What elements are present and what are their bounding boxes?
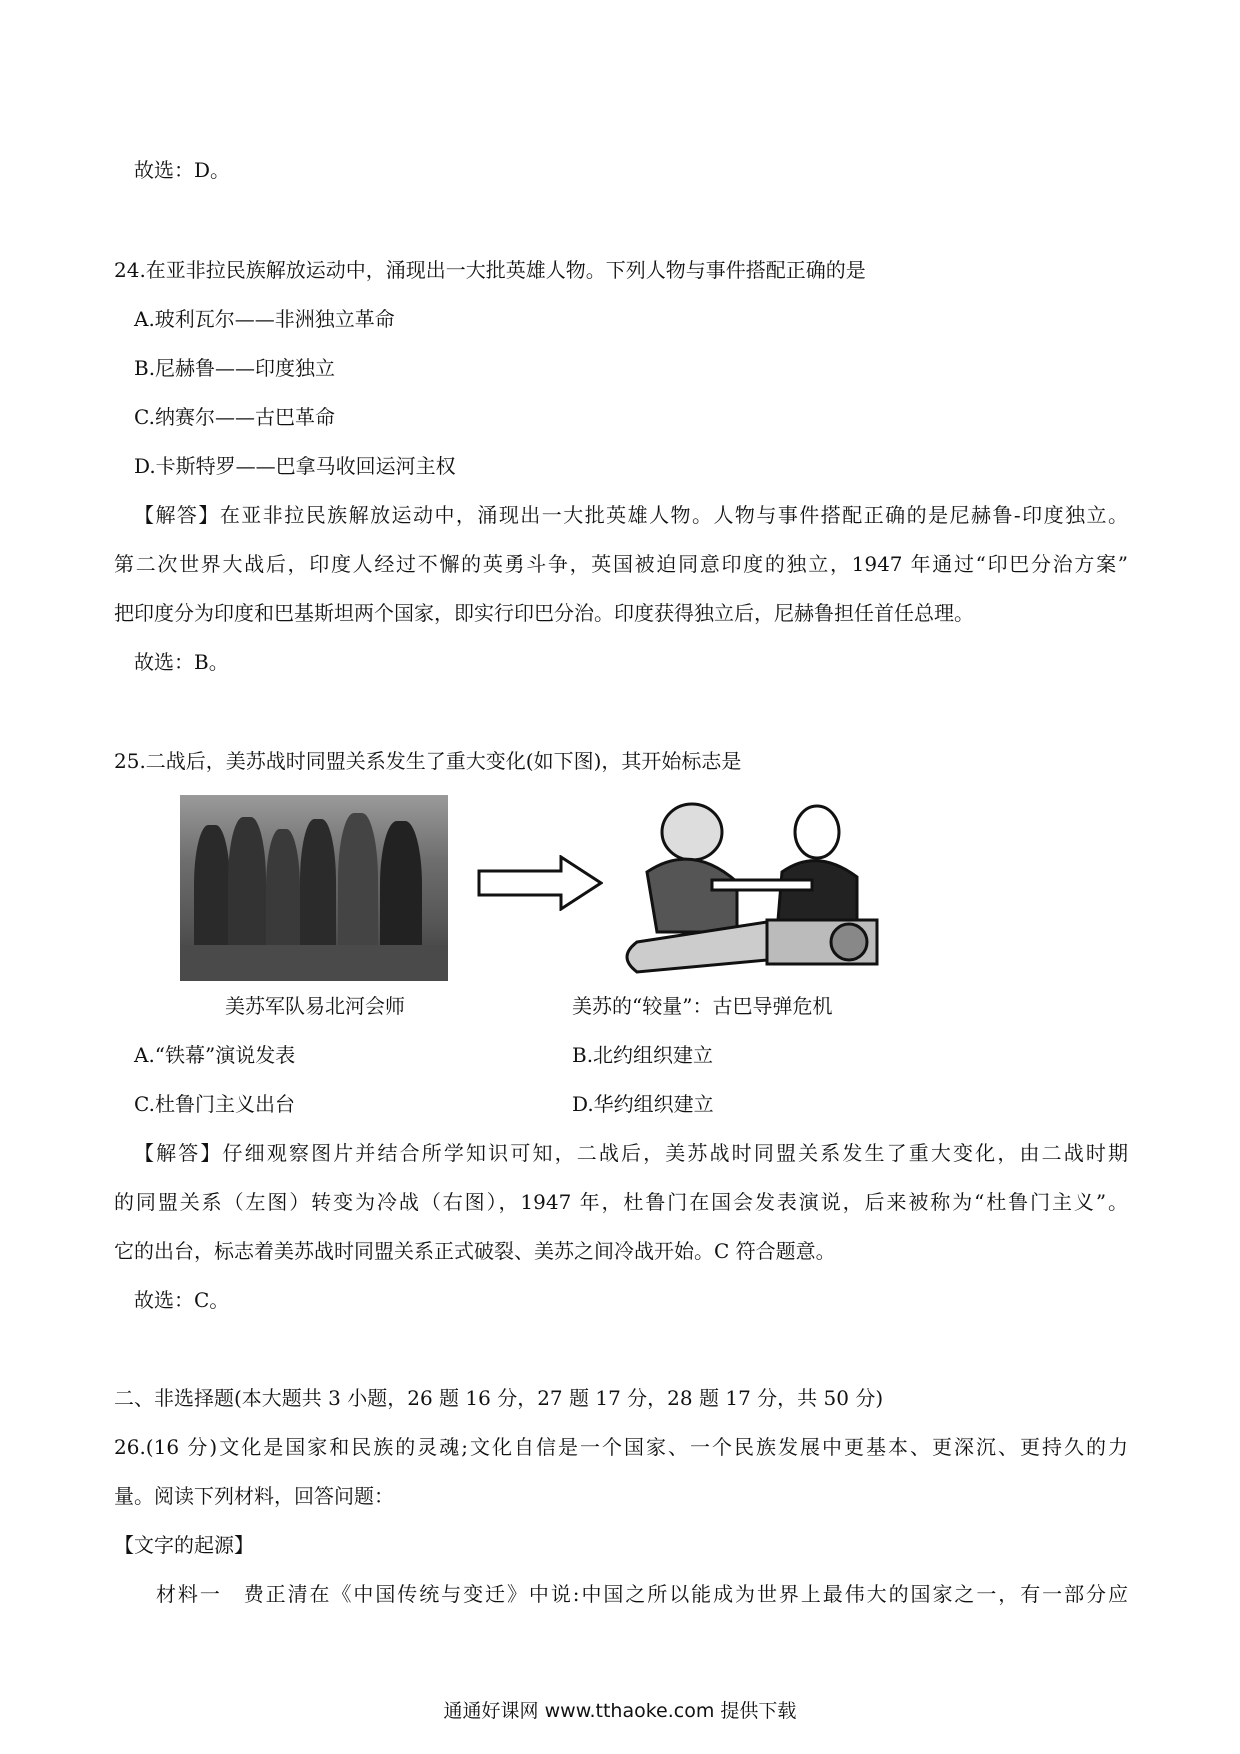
section-heading: 二、非选择题(本大题共 3 小题，26 题 16 分，27 题 17 分，28 题 17 分，共 50 分) (114, 1386, 884, 1410)
q25-analysis-line3: 它的出台，标志着美苏战时同盟关系正式破裂、美苏之间冷战开始。C 符合题意。 (114, 1239, 836, 1263)
q24-option-b: B.尼赫鲁——印度独立 (134, 356, 336, 380)
footer-site: 通通好课网 (443, 1700, 539, 1722)
elbe-meeting-photo (180, 795, 448, 981)
q24-analysis-line1: 【解答】在亚非拉民族解放运动中，涌现出一大批英雄人物。人物与事件搭配正确的是尼赫鲁-印度独立。 (134, 503, 1128, 527)
q26-material1: 材料一 费正清在《中国传统与变迁》中说:中国之所以能成为世界上最伟大的国家之一，有一部分应 (156, 1582, 1128, 1606)
q25-caption-left: 美苏军队易北河会师 (225, 994, 405, 1018)
footer-url[interactable]: www.tthaoke.com (544, 1700, 715, 1722)
q24-option-d: D.卡斯特罗——巴拿马收回运河主权 (134, 454, 456, 478)
footer-note: 提供下载 (720, 1700, 797, 1722)
q25-analysis-line2: 的同盟关系（左图）转变为冷战（右图），1947 年，杜鲁门在国会发表演说，后来被称为“杜鲁门主义”。 (114, 1190, 1128, 1214)
q26-stem-line2: 量。阅读下列材料，回答问题： (114, 1484, 394, 1508)
q25-option-d: D.华约组织建立 (572, 1092, 714, 1116)
page-footer (0, 1696, 1240, 1723)
q26-subheading: 【文字的起源】 (114, 1533, 254, 1557)
q25-option-a: A.“铁幕”演说发表 (134, 1043, 296, 1067)
q24-stem: 24.在亚非拉民族解放运动中，涌现出一大批英雄人物。下列人物与事件搭配正确的是 (114, 258, 866, 282)
q25-answer: 故选：C。 (134, 1288, 230, 1312)
q25-caption-right: 美苏的“较量”：古巴导弹危机 (572, 994, 833, 1018)
q24-analysis-line3: 把印度分为印度和巴基斯坦两个国家，即实行印巴分治。印度获得独立后，尼赫鲁担任首任总理。 (114, 601, 974, 625)
right-arrow-icon (477, 855, 603, 911)
q24-option-a: A.玻利瓦尔——非洲独立革命 (134, 307, 395, 331)
q26-stem-line1: 26.(16 分)文化是国家和民族的灵魂;文化自信是一个国家、一个民族发展中更基本、更深沉、更持久的力 (114, 1435, 1128, 1459)
q25-stem: 25.二战后，美苏战时同盟关系发生了重大变化(如下图)，其开始标志是 (114, 749, 742, 773)
prev-answer: 故选：D。 (134, 158, 231, 182)
q25-option-b: B.北约组织建立 (572, 1043, 714, 1067)
q25-analysis-line1: 【解答】仔细观察图片并结合所学知识可知，二战后，美苏战时同盟关系发生了重大变化，由二战时期 (134, 1141, 1128, 1165)
q25-option-c: C.杜鲁门主义出台 (134, 1092, 295, 1116)
q24-answer: 故选：B。 (134, 650, 229, 674)
q24-analysis-line2: 第二次世界大战后，印度人经过不懈的英勇斗争，英国被迫同意印度的独立，1947 年通过“印巴分治方案” (114, 552, 1128, 576)
cuban-missile-crisis-cartoon (617, 792, 899, 978)
q24-option-c: C.纳赛尔——古巴革命 (134, 405, 335, 429)
